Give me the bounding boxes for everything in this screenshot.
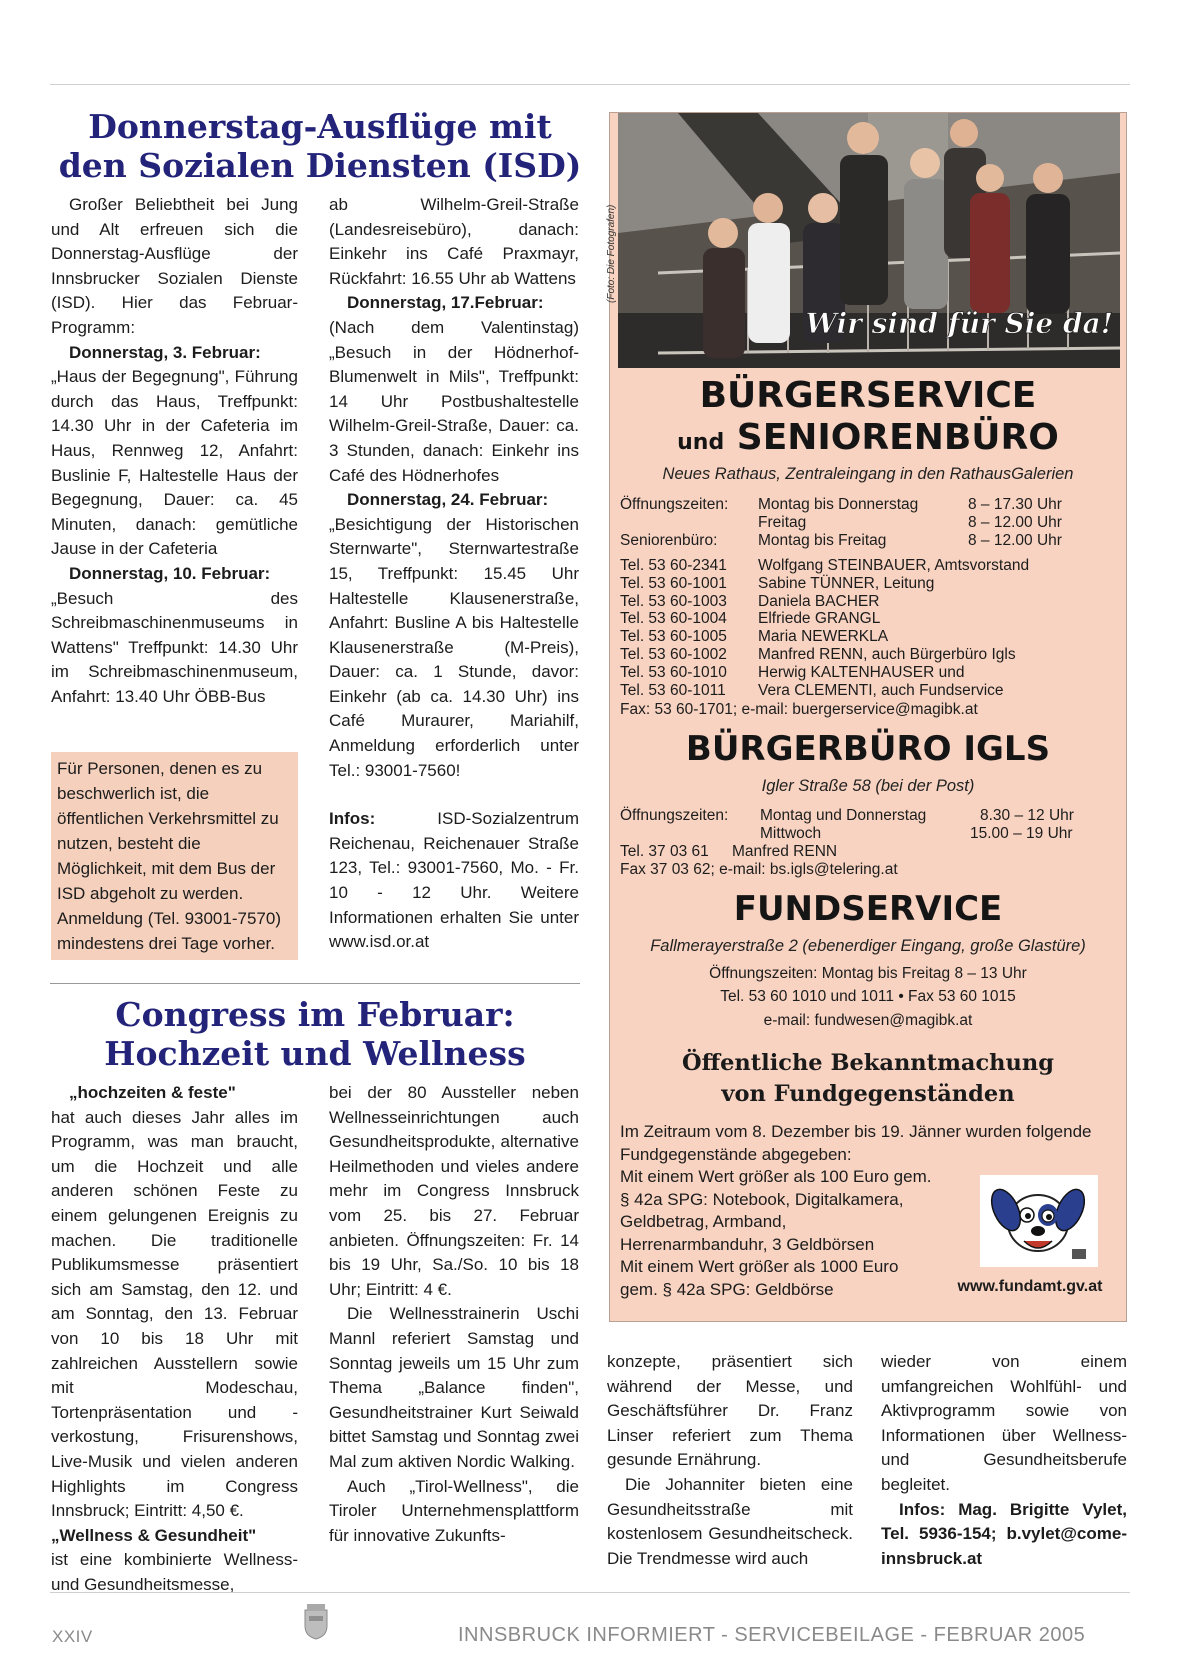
- igls-tel: Tel. 37 03 61: [620, 843, 709, 860]
- contact-name: Wolfgang STEINBAUER, Amtsvorstand: [758, 557, 1030, 574]
- notice-title-line2: von Fundgegenständen: [721, 1081, 1015, 1107]
- article1-text3: (Nach dem Valentinstag) „Besuch in der Hödnerhof-Blumenwelt in Mils", Treffpunkt: 14 Uhr Postbushaltestelle Wilhelm-Greil-Straße, Dauer: ca. 3 Stunden, danach: Einkehr ins Café des Hödnerhofes: [329, 317, 579, 485]
- article1-infos-text: ISD-Sozialzentrum Reichenau, Reichenauer Straße 123, Tel.: 93001-7560, Mo. - Fr. 10 - 12 Uhr. Weitere Informationen erhalten Sie unter www.isd.or.at: [329, 809, 579, 952]
- contact-tel: Tel. 53 60-1003: [620, 592, 727, 610]
- senior-time: 8 – 12.00 Uhr: [968, 532, 1062, 549]
- article2-title-line2: Hochzeit und Wellness: [104, 1033, 526, 1073]
- footer-rule: [50, 1592, 1130, 1593]
- title-und: und: [677, 430, 725, 455]
- contact-row: [620, 646, 1120, 664]
- article1-date2: Donnerstag, 10. Februar:: [69, 563, 271, 583]
- fundamt-url[interactable]: www.fundamt.gv.at: [957, 1278, 1103, 1295]
- hours-label: Öffnungszeiten:: [620, 496, 729, 513]
- contact-name: Sabine TÜNNER, Leitung: [758, 574, 935, 592]
- page-number: XXIV: [52, 1627, 93, 1646]
- buergerservice-box: [606, 112, 1127, 1322]
- contact-name: Daniela BACHER: [758, 592, 880, 610]
- article1-title-line1: Donnerstag-Ausflüge mit: [88, 107, 552, 146]
- igls-time2: 15.00 – 19 Uhr: [970, 825, 1073, 842]
- photo-credit: (Foto: Die Fotografen): [606, 204, 617, 303]
- article1-text1: „Haus der Begegnung", Führung durch das Haus, Treffpunkt: 14.30 Uhr in der Cafeteria im Haus, Rennweg 12, Anfahrt: Buslinie F, Haltestelle Haus der Begegnung, Dauer: ca. 45 Minuten, danach: gemütliche Jause in der Cafeteria: [51, 367, 298, 559]
- notice-items-1000: Mit einem Wert größer als 1000 Euro gem. § 42a SPG: Geldbörse: [620, 1257, 899, 1299]
- article2-c2: bei der 80 Aussteller neben Wellnesseinrichtungen auch Gesundheitsprodukte, alternative Heilmethoden und vieles andere mehr im Congress Innsbruck vom 25. bis 27. Februar anbieten. Öffnungszeiten: Fr. 14 bis 19 Uhr, Sa./So. 10 bis 18 Uhr; Eintritt: 4 €.: [329, 1083, 579, 1299]
- article1-note: Für Personen, denen es zu beschwerlich ist, die öffentlichen Verkehrsmittel zu nutzen, besteht die Möglichkeit, mit dem Bus der ISD abgeholt zu werden. Anmeldung (Tel. 93001-7570) mindestens drei Tage vorher.: [51, 752, 298, 960]
- article1-text2: „Besuch des Schreibmaschinenmuseums in Wattens" Treffpunkt: 14.30 Uhr im Schreibmaschinenmuseum, Anfahrt: 13.40 Uhr ÖBB-Bus: [51, 588, 298, 706]
- photo-slogan: Wir sind für Sie da!: [805, 307, 1113, 340]
- igls-fax: Fax 37 03 62; e-mail: bs.igls@telering.at: [620, 861, 898, 878]
- notice-items-100: Mit einem Wert größer als 100 Euro gem. § 42a SPG: Notebook, Digitalkamera, Geldbetrag, Armband, Herrenarmbanduhr, 3 Geldbörsen: [620, 1167, 932, 1254]
- article1-title-line2: den Sozialen Diensten (ISD): [58, 145, 582, 185]
- article2-lead-bold: „hochzeiten & feste": [69, 1083, 236, 1102]
- article2-c3: konzepte, präsentiert sich während der Messe, und Geschäftsführer Dr. Franz Linser referiert zum Thema gesunde Ernährung.: [607, 1352, 853, 1470]
- top-rule: [50, 84, 1130, 85]
- article2-column2: [329, 1081, 579, 1548]
- fund-hours: Öffnungszeiten: Montag bis Freitag 8 – 13 Uhr: [709, 965, 1027, 982]
- article2-c1b: ist eine kombinierte Wellness- und Gesundheitsmesse,: [51, 1550, 298, 1594]
- article2-c2c: Auch „Tirol-Wellness", die Tiroler Unternehmensplattform für innovative Zukunfts-: [329, 1476, 579, 1545]
- fundamt-logo: [980, 1175, 1098, 1267]
- contact-name: Elfriede GRANGL: [758, 610, 881, 628]
- address-rathaus: Neues Rathaus, Zentraleingang in den RathausGalerien: [662, 465, 1074, 483]
- contact-tel: Tel. 53 60-2341: [620, 557, 727, 574]
- title-seniorenbuero: SENIORENBÜRO: [736, 417, 1059, 458]
- igls-address: Igler Straße 58 (bei der Post): [761, 777, 975, 795]
- article1-title: [50, 108, 590, 186]
- publication-footer: INNSBRUCK INFORMIERT - SERVICEBEILAGE - FEBRUAR 2005: [458, 1624, 1086, 1646]
- title-igls: BÜRGERBÜRO IGLS: [685, 729, 1051, 769]
- article2-column4: [881, 1350, 1127, 1571]
- article-divider: [50, 983, 580, 984]
- article2-c4-infos: Infos: Mag. Brigitte Vylet, Tel. 5936-154; b.vylet@come-innsbruck.at: [881, 1499, 1127, 1568]
- article1-date3: Donnerstag, 17.Februar:: [347, 293, 544, 313]
- contact-row: [620, 682, 1120, 700]
- notice-title: [610, 1048, 1126, 1110]
- article2-c1: hat auch dieses Jahr alles im Programm, was man braucht, um die Hochzeit und alle anderen schönen Feste zu einem gelungenen Ereignis zu machen. Die traditionelle Publikumsmesse präsentiert sich am Samstag, den 12. und am Sonntag, den 13. Februar von 10 bis 18 Uhr mit zahlreichen Ausstellern sowie mit Modeschau, Tortenpräsentation und -verkostung, Frisurenshows, Live-Musik und vielen anderen Highlights im Congress Innsbruck; Eintritt: 4,50 €.: [51, 1107, 298, 1521]
- hours-days2: Freitag: [758, 514, 807, 531]
- article2-column3: [607, 1350, 853, 1571]
- contact-tel: Tel. 53 60-1011: [620, 681, 726, 699]
- contact-row: [620, 557, 1120, 575]
- article1-date4: Donnerstag, 24. Februar:: [347, 490, 549, 510]
- article2-title: [50, 996, 580, 1074]
- article1-date1: Donnerstag, 3. Februar:: [69, 342, 261, 362]
- notice-intro: Im Zeitraum vom 8. Dezember bis 19. Jänner wurden folgende Fundgegenstände abgegeben:: [620, 1122, 1092, 1164]
- contact-name: Manfred RENN, auch Bürgerbüro Igls: [758, 645, 1016, 663]
- contact-tel: Tel. 53 60-1002: [620, 645, 727, 663]
- article2-column1: [51, 1081, 298, 1597]
- contact-list: [620, 557, 1120, 699]
- title-buergerservice: BÜRGERSERVICE: [699, 375, 1037, 416]
- article2-title-line1: Congress im Februar:: [115, 995, 515, 1034]
- article2-wellness-bold: „Wellness & Gesundheit": [51, 1525, 257, 1545]
- title-fundservice: FUNDSERVICE: [733, 889, 1003, 929]
- contact-row: [620, 610, 1120, 628]
- contact-tel: Tel. 53 60-1010: [620, 663, 727, 681]
- team-photo-image: [618, 113, 1120, 368]
- article1-column2: [329, 193, 579, 955]
- hours-time1: 8 – 17.30 Uhr: [968, 496, 1062, 513]
- article1-column1: [51, 193, 298, 709]
- fund-tel: Tel. 53 60 1010 und 1011 • Fax 53 60 1015: [720, 988, 1016, 1005]
- contact-tel: Tel. 53 60-1005: [620, 628, 727, 646]
- article1-text4: „Besichtigung der Historischen Sternwarte", Sternwartestraße 15, Treffpunkt: 15.45 Uhr Haltestelle Klausenerstraße, Anfahrt: Busline A bis Haltestelle Klausenerstraße (M-Preis), Dauer: ca. 1 Stunde, davor: Einkehr (ab ca. 14.30 Uhr) ins Café Muraurer, Mariahilf, Anmeldung erforderlich unter Tel.: 93001-7560!: [329, 514, 579, 780]
- team-photo: [618, 113, 1120, 368]
- article2-c3b: Die Johanniter bieten eine Gesundheitsstraße mit kostenlosem Gesundheitscheck. Die Trendmesse wird auch: [607, 1474, 853, 1568]
- article1-infos-label: Infos:: [329, 809, 376, 829]
- igls-hours-label: Öffnungszeiten:: [620, 807, 729, 824]
- hours-time2: 8 – 12.00 Uhr: [968, 514, 1062, 531]
- contact-name: Maria NEWERKLA: [758, 628, 889, 646]
- contact-row: [620, 593, 1120, 611]
- notice-title-line1: Öffentliche Bekanntmachung: [682, 1050, 1054, 1076]
- contact-name: Vera CLEMENTI, auch Fundservice: [758, 681, 1004, 699]
- senior-label: Seniorenbüro:: [620, 532, 718, 549]
- innsbruck-crest-icon: [303, 1604, 329, 1640]
- fax-email: Fax: 53 60-1701; e-mail: buergerservice@magibk.at: [620, 701, 978, 718]
- article1-text2b: ab Wilhelm-Greil-Straße (Landesreisebüro), danach: Einkehr ins Café Praxmayr, Rückfahrt: 16.55 Uhr ab Wattens: [329, 195, 579, 288]
- igls-days1: Montag und Donnerstag: [760, 807, 927, 824]
- contact-tel: Tel. 53 60-1001: [620, 574, 727, 592]
- article1-intro: Großer Beliebtheit bei Jung und Alt erfreuen sich die Donnerstag-Ausflüge der Innsbrucker Sozialen Dienste (ISD). Hier das Februar-Programm:: [51, 195, 298, 337]
- contact-row: [620, 664, 1120, 682]
- title-seniorenbuero-line: [610, 417, 1126, 458]
- dog-icon: [980, 1175, 1098, 1267]
- contact-row: [620, 628, 1120, 646]
- senior-days: Montag bis Freitag: [758, 532, 887, 549]
- article2-c2b: Die Wellnesstrainerin Uschi Mannl referiert Samstag und Sonntag jeweils um 15 Uhr zum Thema „Balance finden", Gesundheitstrainer Kurt Seiwald bittet Samstag und Sonntag zwei Mal zum aktiven Nordic Walking.: [329, 1304, 579, 1471]
- contact-row: [620, 575, 1120, 593]
- fund-address: Fallmerayerstraße 2 (ebenerdiger Eingang, große Glastüre): [650, 937, 1086, 955]
- contact-name: Herwig KALTENHAUSER und: [758, 663, 965, 681]
- hours-days1: Montag bis Donnerstag: [758, 496, 919, 513]
- contact-tel: Tel. 53 60-1004: [620, 610, 727, 628]
- igls-time1: 8.30 – 12 Uhr: [980, 807, 1074, 824]
- article2-c4: wieder von einem umfangreichen Wohlfühl- und Aktivprogramm sowie von Informationen über Wellness- und Gesundheitsberufe begleitet.: [881, 1352, 1127, 1494]
- igls-days2: Mittwoch: [760, 825, 822, 842]
- igls-name: Manfred RENN: [732, 843, 838, 860]
- fund-email: e-mail: fundwesen@magibk.at: [763, 1012, 973, 1029]
